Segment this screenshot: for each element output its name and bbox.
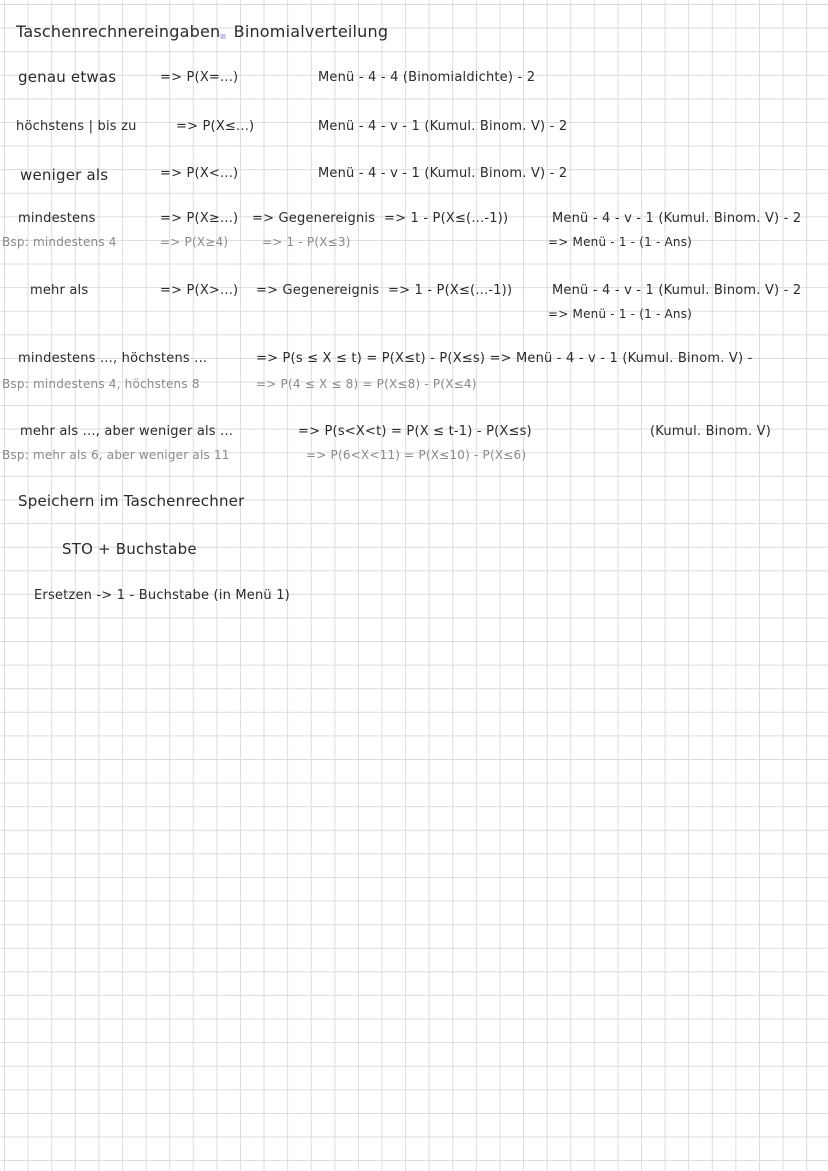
- expr-mehr-weniger: => P(s<X<t) = P(X ≤ t-1) - P(X≤s): [298, 424, 532, 439]
- label-hoechstens: höchstens | bis zu: [16, 119, 137, 134]
- label-genau: genau etwas: [18, 68, 117, 86]
- menu-weniger: Menü - 4 - v - 1 (Kumul. Binom. V) - 2: [318, 166, 568, 181]
- menu-mehr: Menü - 4 - v - 1 (Kumul. Binom. V) - 2: [552, 283, 802, 298]
- menu2-mindestens: => Menü - 1 - (1 - Ans): [548, 235, 693, 249]
- expr-mind-hoechst: => P(s ≤ X ≤ t) = P(X≤t) - P(X≤s) => Menü - 4 - v - 1 (Kumul. Binom. V) -: [256, 351, 753, 366]
- note-mehr-weniger: (Kumul. Binom. V): [650, 424, 771, 439]
- gegen-expr-mehr: => 1 - P(X≤(...-1)): [388, 283, 513, 298]
- title-part-2: Binomialverteilung: [233, 22, 389, 41]
- title-part-1: Taschenrechnereingaben: [16, 22, 221, 41]
- label-mindestens: mindestens: [18, 211, 96, 226]
- ersetzen-line: Ersetzen -> 1 - Buchstabe (in Menü 1): [34, 588, 290, 603]
- speichern-heading: Speichern im Taschenrechner: [18, 492, 245, 510]
- expr-hoechstens: => P(X≤...): [176, 119, 255, 134]
- expr-genau: => P(X=...): [160, 70, 239, 85]
- example-mindestens: Bsp: mindestens 4: [2, 235, 117, 249]
- example-expr-mindestens: => P(X≥4): [160, 235, 229, 249]
- menu-hoechstens: Menü - 4 - v - 1 (Kumul. Binom. V) - 2: [318, 119, 568, 134]
- gegen-expr-mindestens: => 1 - P(X≤(...-1)): [384, 211, 509, 226]
- example-expr-mind-hoechst: => P(4 ≤ X ≤ 8) = P(X≤8) - P(X≤4): [256, 377, 477, 391]
- page-title: [16, 22, 388, 41]
- expr-mehr: => P(X>...): [160, 283, 239, 298]
- expr-weniger: => P(X<...): [160, 166, 239, 181]
- label-mind-hoechst: mindestens ..., höchstens ...: [18, 351, 208, 366]
- example-mind-hoechst: Bsp: mindestens 4, höchstens 8: [2, 377, 200, 391]
- example-gegen-mindestens: => 1 - P(X≤3): [262, 235, 351, 249]
- example-mehr-weniger: Bsp: mehr als 6, aber weniger als 11: [2, 448, 230, 462]
- label-mehr-weniger: mehr als ..., aber weniger als ...: [20, 424, 234, 439]
- expr-mindestens: => P(X≥...): [160, 211, 239, 226]
- example-expr-mehr-weniger: => P(6<X<11) = P(X≤10) - P(X≤6): [306, 448, 527, 462]
- gegen-label-mindestens: => Gegenereignis: [252, 211, 376, 226]
- menu2-mehr: => Menü - 1 - (1 - Ans): [548, 307, 693, 321]
- menu-genau: Menü - 4 - 4 (Binomialdichte) - 2: [318, 70, 536, 85]
- sto-line: STO + Buchstabe: [62, 540, 197, 558]
- label-weniger: weniger als: [20, 166, 109, 184]
- gegen-label-mehr: => Gegenereignis: [256, 283, 380, 298]
- label-mehr: mehr als: [30, 283, 89, 298]
- menu-mindestens: Menü - 4 - v - 1 (Kumul. Binom. V) - 2: [552, 211, 802, 226]
